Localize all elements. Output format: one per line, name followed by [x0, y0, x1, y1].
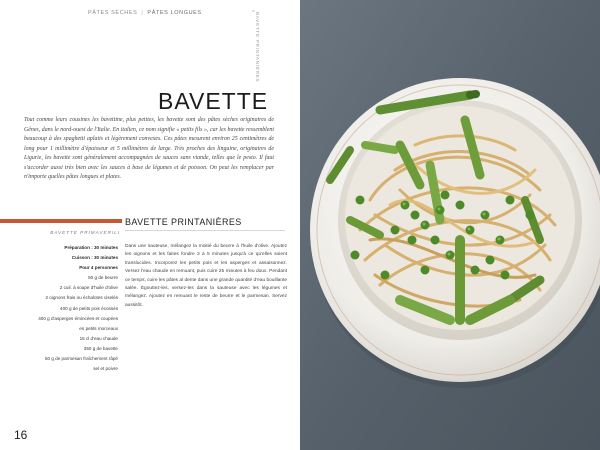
breadcrumb: [88, 10, 202, 16]
recipe-title: BAVETTE PRINTANIÈRES: [125, 217, 242, 227]
page-number: 16: [14, 428, 28, 442]
dish-photo-illustration: [300, 0, 600, 450]
recipe-accent-rule: [0, 219, 122, 223]
ingredient-item: 50 g de beurre: [88, 275, 118, 281]
intro-paragraph: Tout comme leurs cousines les bavettine, plus petites, les bavette sont des pâtes sèches originaires de Gênes, dans le nord-ouest de l'Italie. En italien, ce nom signifie « petits fils », car les bavette ressemblent beaucoup à des spaghetti aplatis et légèrement convexes. Ces pâtes mesurent environ 25 centimètres de long pour 1 millimètre d'épaisseur et 5 millimètres de large. Très proches des linguine, originaires de Ligurie, les bavette sont généralement accompagnées de sauces sans viande, telles que le pesto. Il faut s'accorder aussi très bien avec les sauces à base de légumes et de poisson. On peut les remplacer par n'importe quelles pâtes longues et plates.: [24, 117, 274, 180]
prep-time: Préparation : 30 minutes: [64, 245, 118, 250]
cook-time: Cuisson : 30 minutes: [71, 255, 118, 261]
ingredient-item: sel et poivre: [93, 366, 118, 372]
ingredient-item: 2 cuil. à soupe d'huile d'olive: [59, 285, 118, 291]
ingredient-item: 2 oignons frais ou échalotes ciselés: [45, 295, 118, 301]
ingredient-item: 400 g de petits pois écossés: [60, 305, 118, 311]
ingredient-list: [20, 243, 118, 374]
breadcrumb-section: PÂTES SÈCHES: [88, 10, 138, 16]
ingredient-item: 350 g de bavette: [83, 345, 118, 351]
page-title: BAVETTE: [158, 88, 269, 114]
dish-photo: [300, 0, 600, 450]
running-head: [252, 8, 260, 83]
running-head-label: BAVETTE PRINTANIÈRES: [255, 12, 260, 83]
breadcrumb-separator: |: [141, 10, 144, 16]
recipe-method: Dans une sauteuse, mélangez la moitié du beurre à l'huile d'olive. Ajoutez les oignons et les faites fondre 3 à 5 minutes jusqu'à ce qu'elles soient translucides. Incorporez les petits pois et les asperges et assaisonnez. Versez l'eau chaude en remuant, puis cuire 25 minutes à feu doux. Pendant ce temps, cuire les pâtes al dente dans une grande quantité d'eau bouillante salée. Égouttez-les, versez-les dans la sauteuse avec les légumes et mélangez. Ajoutez en remuant le reste de beurre et le parmesan. Servez aussitôt.: [125, 244, 287, 308]
ingredient-item: 50 g de parmesan fraîchement râpé: [44, 356, 118, 362]
ingredient-item: 15 cl d'eau chaude: [79, 335, 118, 341]
servings: Pour 4 personnes: [79, 265, 118, 271]
ingredient-item: en petits morceaux: [79, 325, 118, 331]
recipe-divider: [125, 230, 285, 231]
ingredient-item: 400 g d'asperges émincées et coupées: [38, 315, 118, 321]
recipe-italian-name: BAVETTE PRIMAVERILI: [50, 230, 120, 235]
breadcrumb-current: PÂTES LONGUES: [147, 10, 202, 16]
running-head-marker-icon: ◦: [252, 8, 255, 15]
